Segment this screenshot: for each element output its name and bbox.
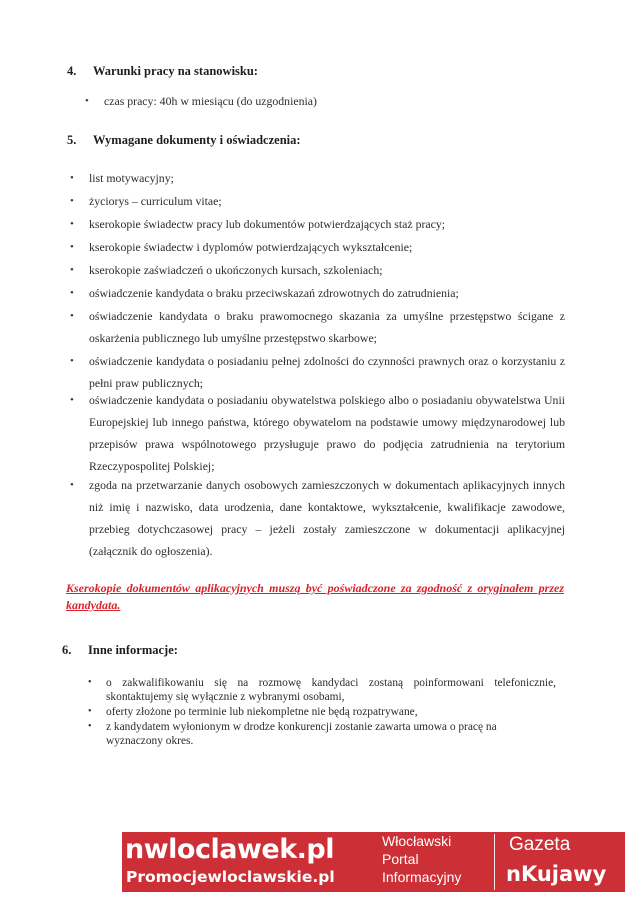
bullet-icon: • xyxy=(85,95,89,107)
list-item: • list motywacyjny; xyxy=(89,167,565,189)
bullet-icon: • xyxy=(88,721,92,732)
bullet-icon: • xyxy=(70,195,74,207)
gazeta-logo[interactable]: Gazeta nKujawy xyxy=(506,834,607,886)
section-5-title: Wymagane dokumenty i oświadczenia: xyxy=(93,133,301,147)
list-item: • zgoda na przetwarzanie danych osobowych zamieszczonych w dokumentach aplikacyjnych innych niż imię i nazwisko, data urodzenia, dane kontaktowe, wykształcenie, kwalifikacje zawodowe, przebieg dotychczasowej pracy – jeżeli zostały zamieszczone w dokumentacji aplikacyjnej (załącznik do ogłoszenia). xyxy=(89,474,565,562)
bullet-icon: • xyxy=(70,287,74,299)
list-item: • kserokopie świadectw i dyplomów potwierdzających wykształcenie; xyxy=(89,236,565,258)
section-6-number: 6. xyxy=(62,643,72,657)
bullet-icon: • xyxy=(70,241,74,253)
list-item: • oświadczenie kandydata o posiadaniu pełnej zdolności do czynności prawnych oraz o korzystaniu z pełni praw publicznych; xyxy=(89,350,565,394)
portal-banner[interactable] xyxy=(122,832,625,892)
section-5-number: 5. xyxy=(67,133,77,147)
nwloclawek-logo-text: nwloclawek.pl xyxy=(125,834,334,865)
section-4-title: Warunki pracy na stanowisku: xyxy=(93,64,258,78)
bullet-icon: • xyxy=(70,310,74,322)
bullet-icon: • xyxy=(88,677,92,688)
banner-logo[interactable] xyxy=(122,832,374,892)
list-item: • oświadczenie kandydata o braku przeciwskazań zdrowotnych do zatrudnienia; xyxy=(89,282,565,304)
bullet-icon: • xyxy=(70,264,74,276)
list-item: • czas pracy: 40h w miesiącu (do uzgodnienia) xyxy=(104,90,544,112)
list-item: • oświadczenie kandydata o posiadaniu obywatelstwa polskiego albo o posiadaniu obywatelstwa Unii Europejskiej lub innego państwa, którego obywatelom na podstawie umowy międzynarodowej lub przepisów prawa wspólnotowego przysługuje prawo do podjęcia zatrudnienia na terytorium Rzeczypospolitej Polskiej; xyxy=(89,389,565,477)
list-item: • życiorys – curriculum vitae; xyxy=(89,190,565,212)
bullet-icon: • xyxy=(70,394,74,406)
bullet-icon: • xyxy=(70,479,74,491)
list-item: • o zakwalifikowaniu się na rozmowę kandydaci zostaną poinformowani telefonicznie, skontaktujemy się wyłącznie z wybranymi osobami, xyxy=(88,677,556,703)
list-item: • kserokopie zaświadczeń o ukończonych kursach, szkoleniach; xyxy=(89,259,565,281)
section-6-heading xyxy=(62,643,178,658)
bullet-icon: • xyxy=(88,706,92,717)
promocje-logo-text: Promocjewloclawskie.pl xyxy=(126,868,335,886)
list-item: • oświadczenie kandydata o braku prawomocnego skazania za umyślne przestępstwo ścigane z oskarżenia publicznego lub umyślne przestępstwo skarbowe; xyxy=(89,305,565,349)
list-item: • oferty złożone po terminie lub niekompletne nie będą rozpatrywane, xyxy=(88,706,418,718)
list-item: • kserokopie świadectw pracy lub dokumentów potwierdzających staż pracy; xyxy=(89,213,565,235)
section-4-heading xyxy=(67,64,258,79)
certification-notice: Kserokopie dokumentów aplikacyjnych muszą być poświadczone za zgodność z oryginałem przez kandydata. xyxy=(66,581,564,612)
bullet-icon: • xyxy=(70,355,74,367)
bullet-icon: • xyxy=(70,218,74,230)
list-item: • z kandydatem wyłonionym w drodze konkurencji zostanie zawarta umowa o pracę na wyznaczony okres. xyxy=(88,721,497,747)
portal-tagline: Włocławski Portal Informacyjny xyxy=(382,833,462,885)
section-5-heading xyxy=(67,133,301,148)
bullet-icon: • xyxy=(70,172,74,184)
section-4-number: 4. xyxy=(67,64,77,78)
section-6-title: Inne informacje: xyxy=(88,643,178,657)
